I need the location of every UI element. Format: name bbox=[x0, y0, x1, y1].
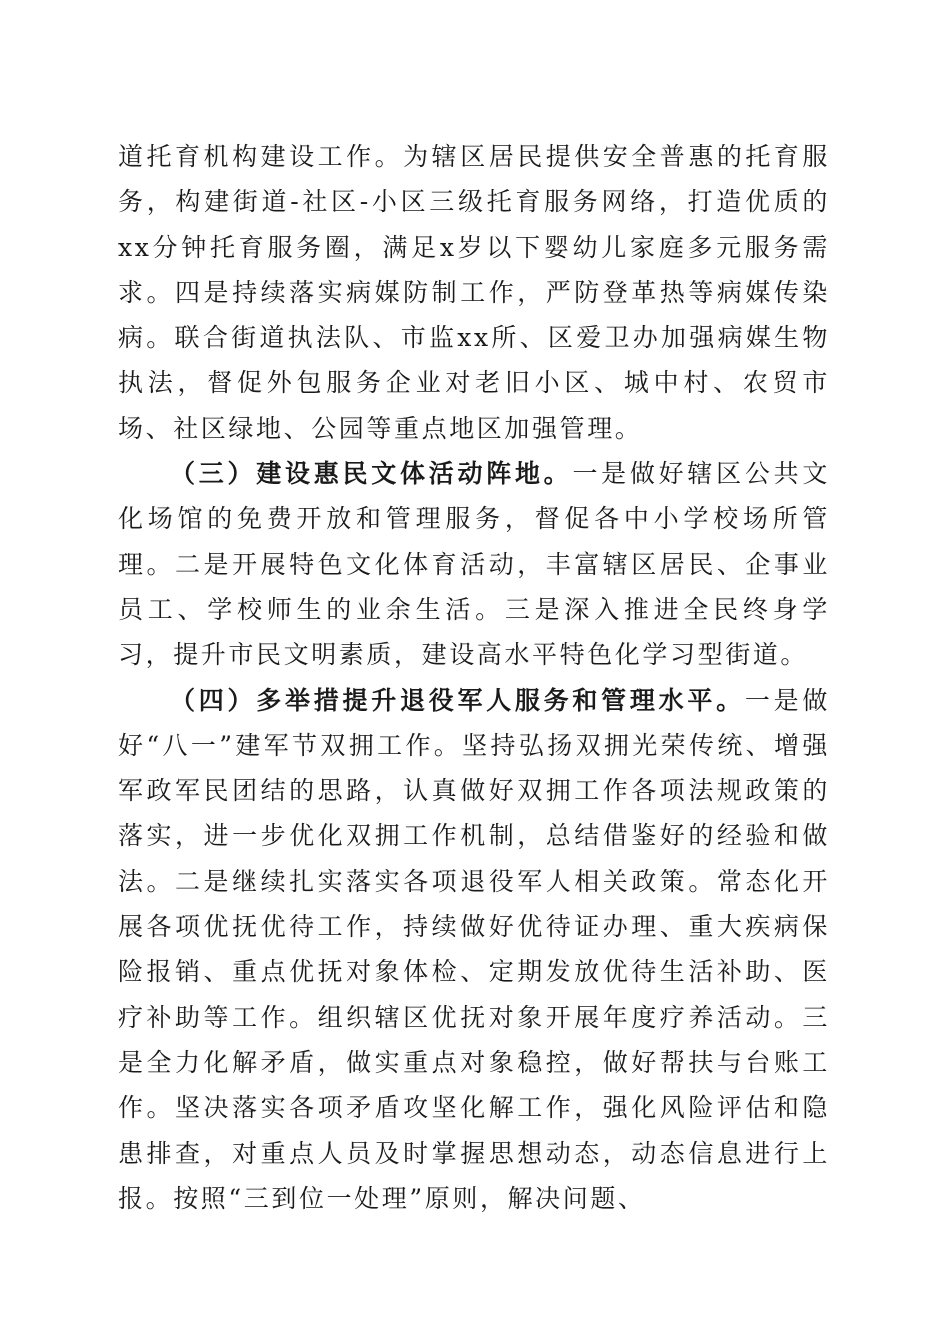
paragraph-text: 道托育机构建设工作。为辖区居民提供安全普惠的托育服务，构建街道-社区-小区三级托育服务网络，打造优质的xx分钟托育服务圈，满足x岁以下婴幼儿家庭多元服务需求。四是持续落实病媒防制工作，严防登革热等病媒传染病。联合街道执法队、市监xx所、区爱卫办加强病媒生物执法，督促外包服务企业对老旧小区、城中村、农贸市场、社区绿地、公园等重点地区加强管理。 bbox=[118, 142, 830, 443]
section-heading-four: （四）多举措提升退役军人服务和管理水平。 bbox=[170, 685, 745, 715]
document-body bbox=[118, 134, 830, 1221]
paragraph-section-four bbox=[118, 678, 830, 1222]
paragraph-childcare-continuation bbox=[118, 134, 830, 451]
paragraph-text: 一是做好辖区公共文化场馆的免费开放和管理服务，督促各中小学校场所管理。二是开展特色文化体育活动，丰富辖区居民、企事业员工、学校师生的业余生活。三是深入推进全民终身学习，提升市民文明素质，建设高水平特色化学习型街道。 bbox=[118, 459, 830, 670]
paragraph-section-three bbox=[118, 451, 830, 677]
paragraph-text: 一是做好“八一”建军节双拥工作。坚持弘扬双拥光荣传统、增强军政军民团结的思路，认真做好双拥工作各项法规政策的落实，进一步优化双拥工作机制，总结借鉴好的经验和做法。二是继续扎实落实各项退役军人相关政策。常态化开展各项优抚优待工作，持续做好优待证办理、重大疾病保险报销、重点优抚对象体检、定期发放优待生活补助、医疗补助等工作。组织辖区优抚对象开展年度疗养活动。三是全力化解矛盾，做实重点对象稳控，做好帮扶与台账工作。坚决落实各项矛盾攻坚化解工作，强化风险评估和隐患排查，对重点人员及时掌握思想动态，动态信息进行上报。按照“三到位一处理”原则，解决问题、 bbox=[118, 685, 830, 1213]
section-heading-three: （三）建设惠民文体活动阵地。 bbox=[170, 459, 573, 489]
